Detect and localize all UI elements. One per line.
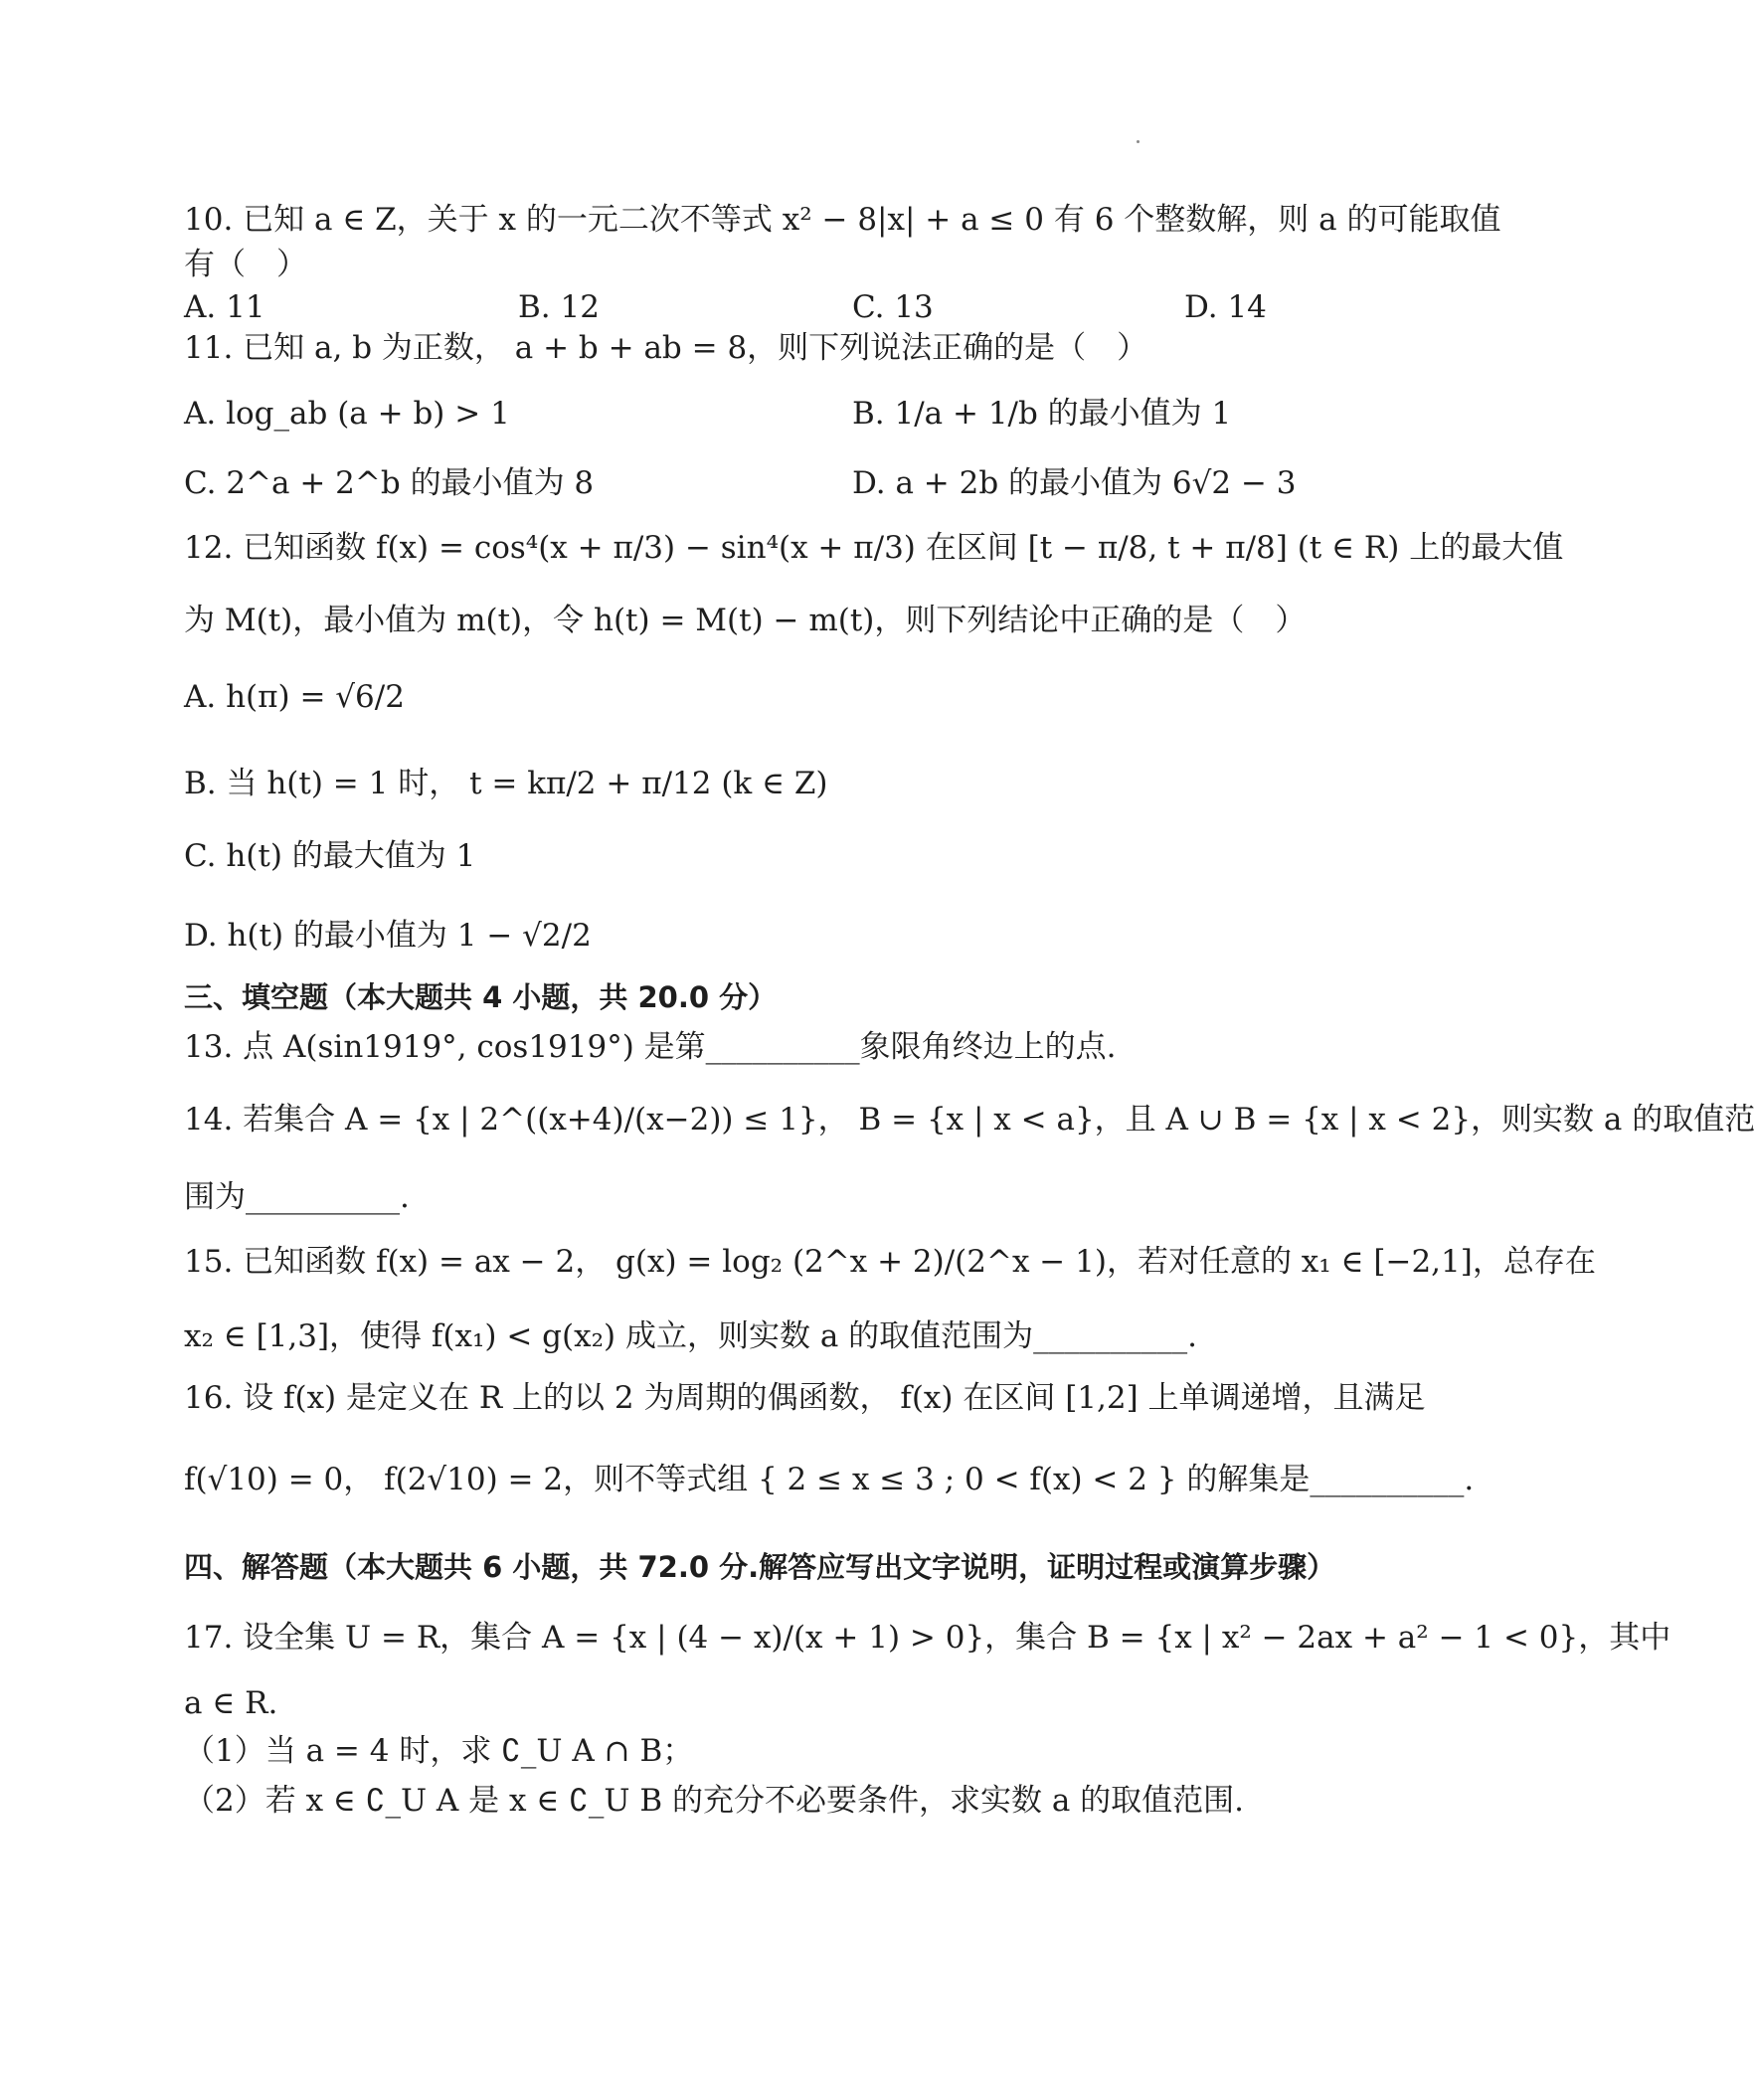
q15-line1: 15. 已知函数 f(x) = ax − 2， g(x) = log₂ (2^x + 2)/(2^x − 1)，若对任意的 x₁ ∈ [−2,1]，总存在 — [184, 1244, 1596, 1280]
q11-option-d: D. a + 2b 的最小值为 6√2 − 3 — [852, 465, 1297, 501]
q11-stem: 11. 已知 a, b 为正数， a + b + ab = 8，则下列说法正确的是（ ） — [184, 330, 1148, 366]
q10-option-d: D. 14 — [1184, 289, 1267, 325]
q16-line1: 16. 设 f(x) 是定义在 R 上的以 2 为周期的偶函数， f(x) 在区间 [1,2] 上单调递增，且满足 — [184, 1380, 1426, 1416]
q17-line1: 17. 设全集 U = R，集合 A = {x | (4 − x)/(x + 1) > 0}，集合 B = {x | x² − 2ax + a² − 1 < 0}，其中 — [184, 1620, 1671, 1656]
q17-part2: （2）若 x ∈ ∁_U A 是 x ∈ ∁_U B 的充分不必要条件，求实数 a 的取值范围. — [184, 1783, 1245, 1819]
q17-line2: a ∈ R. — [184, 1685, 278, 1721]
q14-line2: 围为__________. — [184, 1179, 410, 1215]
q11-option-c: C. 2^a + 2^b 的最小值为 8 — [184, 465, 595, 501]
section3-heading: 三、填空题（本大题共 4 小题，共 20.0 分） — [184, 980, 778, 1014]
stray-mark — [1137, 140, 1140, 143]
q11-option-b: B. 1/a + 1/b 的最小值为 1 — [852, 396, 1232, 432]
q12-option-b: B. 当 h(t) = 1 时， t = kπ/2 + π/12 (k ∈ Z) — [184, 766, 828, 801]
q12-option-d: D. h(t) 的最小值为 1 − √2/2 — [184, 918, 592, 954]
q10-stem-line2: 有（ ） — [184, 247, 307, 282]
q12-option-c: C. h(t) 的最大值为 1 — [184, 838, 476, 874]
q11-option-a: A. log_ab (a + b) > 1 — [184, 396, 510, 432]
q10-option-a: A. 11 — [184, 289, 265, 325]
section4-heading: 四、解答题（本大题共 6 小题，共 72.0 分.解答应写出文字说明，证明过程或演算步骤） — [184, 1550, 1336, 1584]
q10-option-c: C. 13 — [852, 289, 934, 325]
q10-stem-line1: 10. 已知 a ∈ Z，关于 x 的一元二次不等式 x² − 8|x| + a ≤ 0 有 6 个整数解，则 a 的可能取值 — [184, 202, 1501, 238]
q14-line1: 14. 若集合 A = {x | 2^((x+4)/(x−2)) ≤ 1}， B = {x | x < a}，且 A ∪ B = {x | x < 2}，则实数 a 的取值范 — [184, 1102, 1755, 1138]
q16-line2: f(√10) = 0， f(2√10) = 2，则不等式组 { 2 ≤ x ≤ 3 ; 0 < f(x) < 2 } 的解集是__________. — [184, 1462, 1475, 1497]
q13: 13. 点 A(sin1919°, cos1919°) 是第__________象限角终边上的点. — [184, 1029, 1117, 1065]
q17-part1: （1）当 a = 4 时，求 ∁_U A ∩ B； — [184, 1733, 694, 1769]
q12-stem-line2: 为 M(t)，最小值为 m(t)，令 h(t) = M(t) − m(t)，则下列结论中正确的是（ ） — [184, 603, 1307, 638]
q12-option-a: A. h(π) = √6/2 — [184, 679, 405, 715]
q12-stem-line1: 12. 已知函数 f(x) = cos⁴(x + π/3) − sin⁴(x + π/3) 在区间 [t − π/8, t + π/8] (t ∈ R) 上的最大值 — [184, 530, 1564, 566]
q15-line2: x₂ ∈ [1,3]，使得 f(x₁) < g(x₂) 成立，则实数 a 的取值范围为__________. — [184, 1318, 1198, 1354]
q10-option-b: B. 12 — [518, 289, 600, 325]
